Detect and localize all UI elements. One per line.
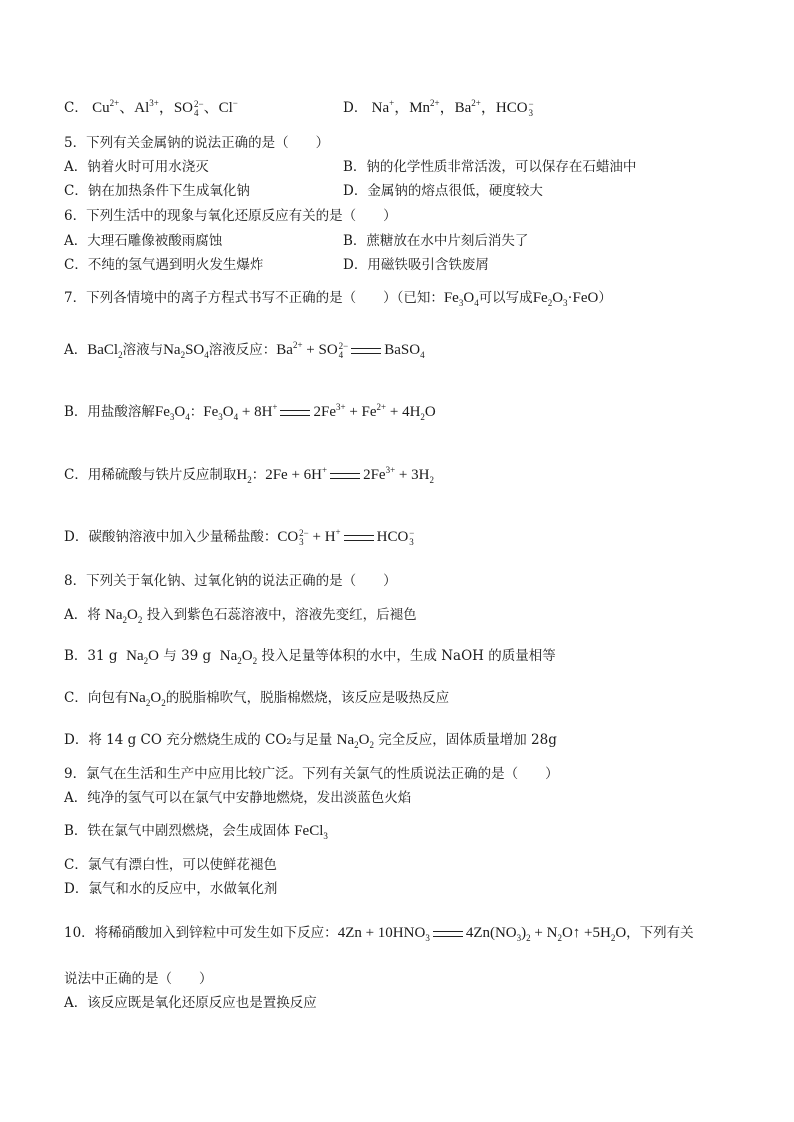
q4-option-c-ions: $Cu^{2+}$、$Al^{3+}$，SO 2− 4 、Cl− <box>92 98 238 118</box>
q9-option-d[interactable]: D．氯气和水的反应中，水做氧化剂 <box>64 881 278 897</box>
q5-stem: 5．下列有关金属钠的说法正确的是（ ） <box>64 135 330 151</box>
q10-stem: 10．将稀硝酸加入到锌粒中可发生如下反应：$4Zn + 10HNO_3$ $4Zn(NO_3)_2$ + $N_2O↑ +5H_2O$，下列有关 <box>64 925 694 943</box>
q6-option-b[interactable]: B．蔗糖放在水中片刻后消失了 <box>343 233 529 249</box>
q7-option-d[interactable]: D．碳酸钠溶液中加入少量稀盐酸：CO 2− 3 + H+ HCO − 3 <box>64 527 415 547</box>
q6-stem: 6．下列生活中的现象与氧化还原反应有关的是（ ） <box>64 208 397 224</box>
q6-option-d[interactable]: D．用磁铁吸引含铁废屑 <box>343 257 489 273</box>
q5-option-a[interactable]: A．钠着火时可用水浇灭 <box>64 159 209 175</box>
q4-option-d-ions: Na+，$Mn^{2+}$，$Ba^{2+}$，HCO − 3 <box>371 98 534 118</box>
q5-option-d[interactable]: D．金属钠的熔点很低，硬度较大 <box>343 183 543 199</box>
q5-option-c[interactable]: C．钠在加热条件下生成氧化钠 <box>64 183 250 199</box>
q10-option-a[interactable]: A．该反应既是氧化还原反应也是置换反应 <box>64 995 317 1011</box>
q6-option-c[interactable]: C．不纯的氢气遇到明火发生爆炸 <box>64 257 264 273</box>
q8-option-a[interactable]: A．将 $Na_2O_2$ 投入到紫色石蕊溶液中，溶液先变红，后褪色 <box>64 607 417 625</box>
q5-option-b[interactable]: B．钠的化学性质非常活泼，可以保存在石蜡油中 <box>343 159 637 175</box>
q4-option-d[interactable]: D． Na+，$Mn^{2+}$，$Ba^{2+}$，HCO − 3 <box>343 98 534 118</box>
q9-option-a[interactable]: A．纯净的氢气可以在氯气中安静地燃烧，发出淡蓝色火焰 <box>64 790 412 806</box>
q9-option-c[interactable]: C．氯气有漂白性，可以使鲜花褪色 <box>64 857 277 873</box>
q4-option-c[interactable]: C． $Cu^{2+}$、$Al^{3+}$，SO 2− 4 、Cl− <box>64 98 238 118</box>
q6-option-a[interactable]: A．大理石雕像被酸雨腐蚀 <box>64 233 223 249</box>
q8-option-b[interactable]: B．31 g $Na_2O$ 与 39 g $Na_2O_2$ 投入足量等体积的水中，生成 NaOH 的质量相等 <box>64 648 556 666</box>
q7-option-b[interactable]: B．用盐酸溶解$Fe_3O_4$：$Fe_3O_4 + 8H^+$ $2Fe^{3+} + Fe^{2+} + 4H_2O$ <box>64 402 436 422</box>
q9-option-b[interactable]: B．铁在氯气中剧烈燃烧，会生成固体 FeCl$_3$ <box>64 823 328 841</box>
q9-stem: 9．氯气在生活和生产中应用比较广泛。下列有关氯气的性质说法正确的是（ ） <box>64 766 559 782</box>
q8-option-d[interactable]: D．将 14 g CO 充分燃烧生成的 CO₂与足量 $Na_2O_2$ 完全反应，固体质量增加 28g <box>64 732 557 750</box>
q7-stem: 7．下列各情境中的离子方程式书写不正确的是（ ）（已知：$Fe_3O_4$可以写成$Fe_2O_3\cdot FeO$） <box>64 290 612 308</box>
q10-stem-line2: 说法中正确的是（ ） <box>64 971 213 987</box>
q7-option-a[interactable]: A．BaCl$_2$溶液与$Na_2SO_4$溶液反应：$Ba^{2+}$ + SO 2− 4 BaSO$_4$ <box>64 340 425 360</box>
q7-option-c[interactable]: C．用稀硫酸与铁片反应制取$H_2$：2Fe + 6H+ $2Fe^{3+} + 3H_2$ <box>64 465 434 485</box>
q8-stem: 8．下列关于氧化钠、过氧化钠的说法正确的是（ ） <box>64 573 397 589</box>
q8-option-c[interactable]: C．向包有$Na_2O_2$的脱脂棉吹气，脱脂棉燃烧，该反应是吸热反应 <box>64 690 450 708</box>
